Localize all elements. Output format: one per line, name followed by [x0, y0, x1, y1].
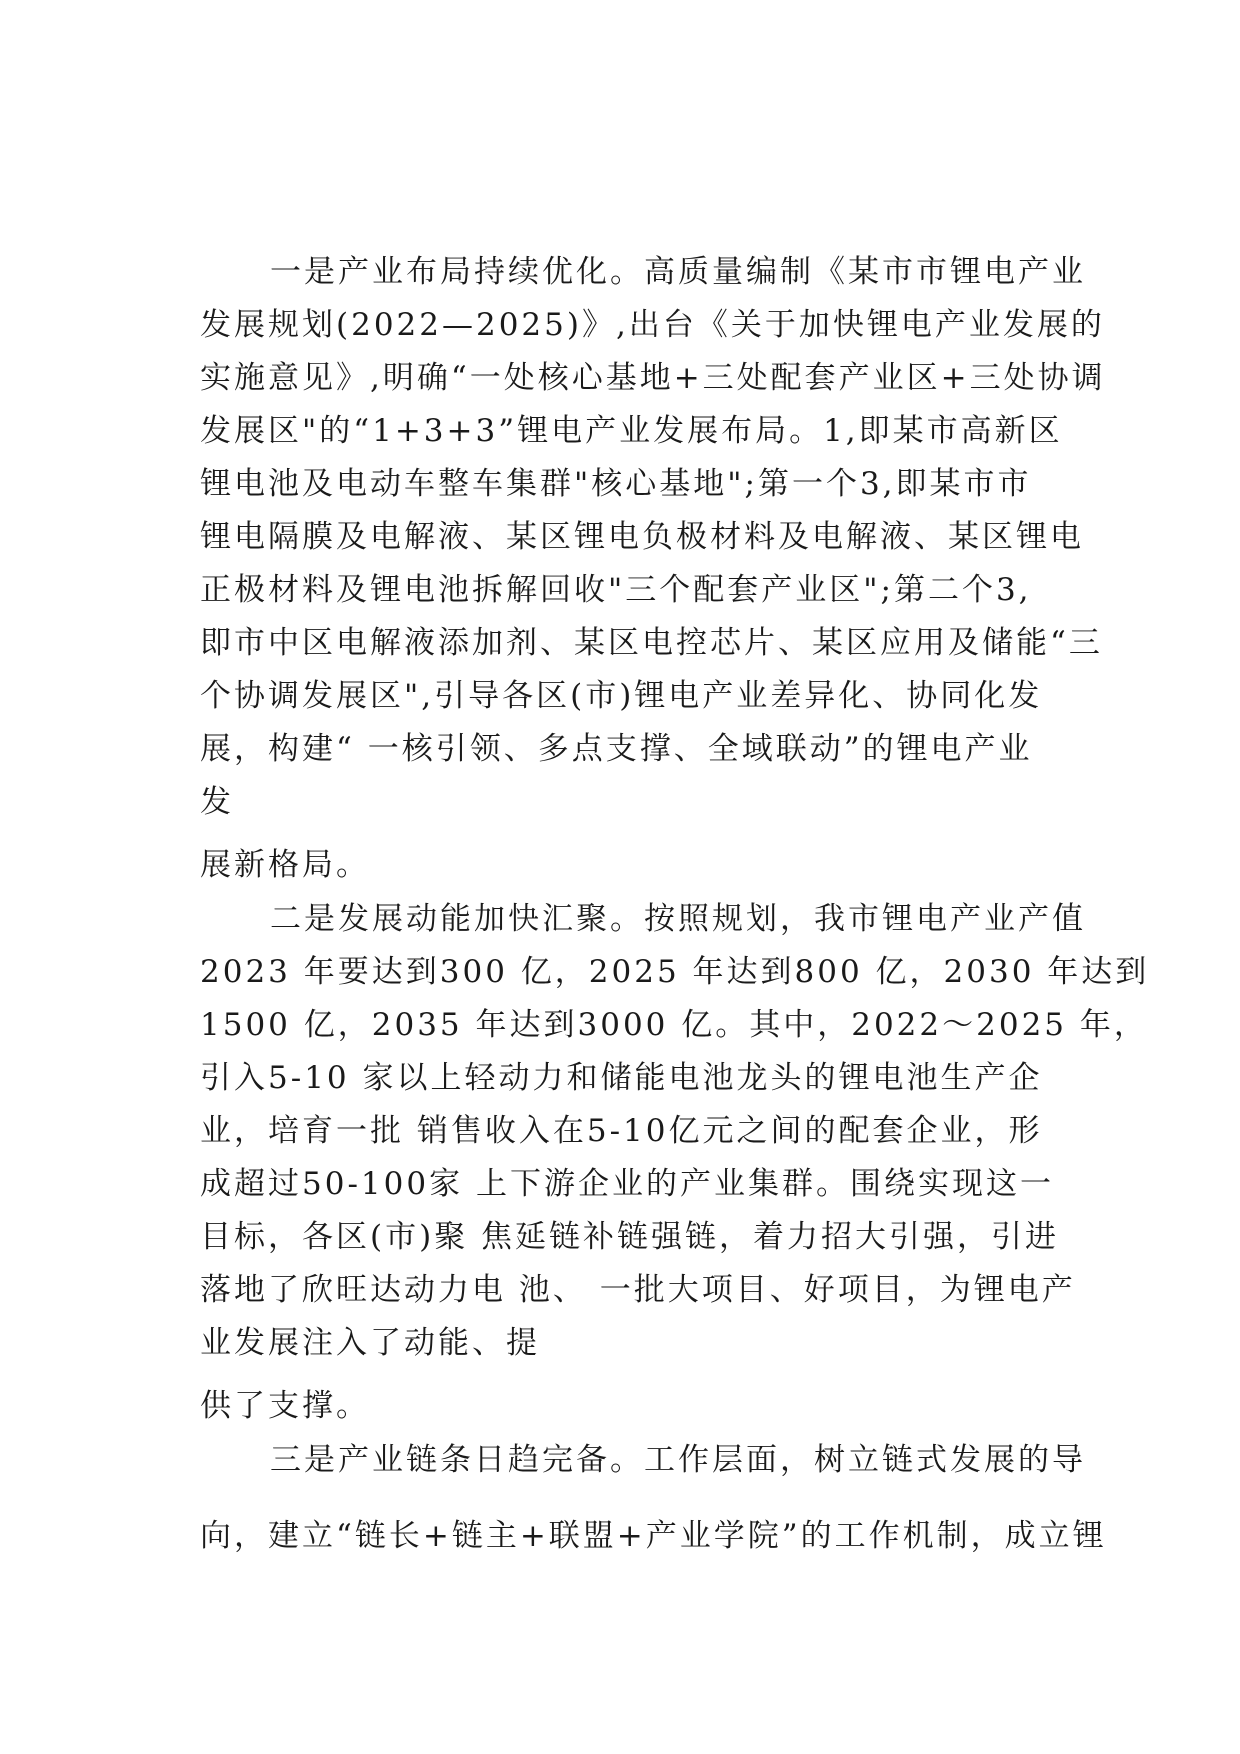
paragraph-1-line: 正极材料及锂电池拆解回收"三个配套产业区";第二个3,	[200, 572, 1032, 608]
paragraph-2-line: 供了支撑。	[200, 1388, 370, 1424]
paragraph-2-line: 1500 亿，2035 年达到3000 亿。其中，2022～2025 年，	[200, 1007, 1148, 1043]
paragraph-1-line: 发	[200, 784, 234, 820]
paragraph-1-line: 锂电隔膜及电解液、某区锂电负极材料及电解液、某区锂电	[200, 519, 1084, 555]
paragraph-1-line: 一是产业布局持续优化。高质量编制《某市市锂电产业	[270, 254, 1086, 290]
paragraph-2-line: 目标，各区(市)聚 焦延链补链强链，着力招大引强，引进	[200, 1219, 1060, 1255]
paragraph-1-line: 个协调发展区",引导各区(市)锂电产业差异化、协同化发	[200, 678, 1043, 714]
paragraph-2-line: 引入5-10 家以上轻动力和储能电池龙头的锂电池生产企	[200, 1060, 1043, 1096]
paragraph-1-line: 发展规划(2022—2025)》,出台《关于加快锂电产业发展的	[200, 307, 1105, 343]
paragraph-1-line: 展，构建“ 一核引领、多点支撑、全域联动”的锂电产业	[200, 731, 1033, 767]
paragraph-3-line: 三是产业链条日趋完备。工作层面，树立链式发展的导	[270, 1442, 1086, 1478]
paragraph-2-line: 2023 年要达到300 亿，2025 年达到800 亿，2030 年达到	[200, 954, 1150, 990]
paragraph-1-line: 发展区"的“1+3+3”锂电产业发展布局。1,即某市高新区	[200, 413, 1063, 449]
paragraph-2-line: 落地了欣旺达动力电 池、 一批大项目、好项目，为锂电产	[200, 1272, 1076, 1308]
paragraph-2-line: 二是发展动能加快汇聚。按照规划，我市锂电产业产值	[270, 901, 1086, 937]
paragraph-3-line: 向，建立“链长+链主+联盟+产业学院”的工作机制，成立锂	[200, 1518, 1107, 1554]
paragraph-1-line: 展新格局。	[200, 847, 370, 883]
paragraph-1-line: 锂电池及电动车整车集群"核心基地";第一个3,即某市市	[200, 466, 1032, 502]
paragraph-2-line: 业，培育一批 销售收入在5-10亿元之间的配套企业，形	[200, 1113, 1043, 1149]
paragraph-2-line: 业发展注入了动能、提	[200, 1325, 540, 1361]
paragraph-1-line: 即市中区电解液添加剂、某区电控芯片、某区应用及储能“三	[200, 625, 1103, 661]
paragraph-2-line: 成超过50-100家 上下游企业的产业集群。围绕实现这一	[200, 1166, 1054, 1202]
paragraph-1-line: 实施意见》,明确“一处核心基地+三处配套产业区+三处协调	[200, 360, 1106, 396]
